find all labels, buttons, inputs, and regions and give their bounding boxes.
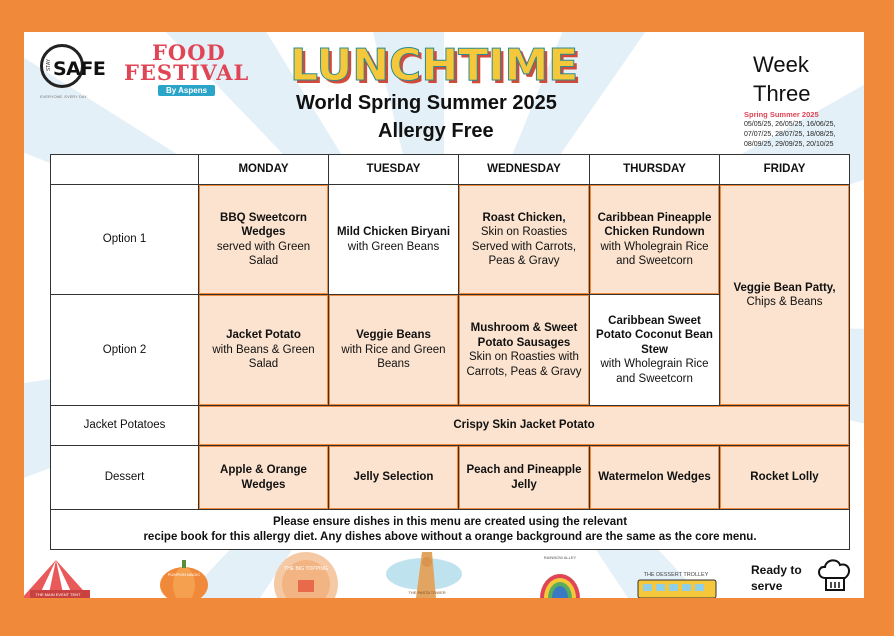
option2-monday: [199, 295, 329, 406]
dessert-text: Jelly Selection: [353, 471, 434, 484]
dessert-text: Peach and Pineapple Jelly: [466, 464, 582, 491]
vendor-illustrations: [24, 552, 864, 598]
dish-side: with Rice and Green Beans: [341, 343, 446, 371]
diet-title: Allergy Free: [378, 120, 494, 142]
lunchtime-title: LUNCHTIME: [290, 40, 579, 91]
ready-line2: serve: [751, 579, 783, 593]
dish-side: Chips & Beans: [746, 296, 823, 308]
dish-side: with Wholegrain Rice and Sweetcorn: [600, 240, 709, 267]
dish-main: Jacket Potato: [226, 329, 301, 342]
option1-thursday: [590, 185, 720, 295]
dish-side: Skin on Roasties with Carrots, Peas & Gravy: [466, 351, 582, 378]
option2-thursday: [590, 295, 720, 406]
pasta-tower-illustration: [386, 552, 462, 598]
pasta-caption: THE PASTA TOWER: [408, 590, 446, 595]
footer-row: [51, 510, 850, 550]
dish-main: Mild Chicken Biryani: [336, 226, 451, 238]
day-tuesday: TUESDAY: [329, 155, 459, 185]
option1-tuesday: [329, 185, 459, 295]
week-dates: 05/05/25, 26/05/25, 16/06/25, 07/07/25, 28/07/25, 18/08/25, 08/09/25, 29/09/25, 20/10/25: [744, 121, 836, 148]
food-festival-logo: [124, 40, 254, 100]
dish-side: Skin on Roasties Served with Carrots, Peas & Gravy: [471, 226, 577, 267]
dessert-row: [51, 446, 850, 510]
row-label-dessert: Dessert: [51, 446, 199, 510]
week-line2: Three: [753, 81, 811, 106]
menu-sheet: [24, 32, 864, 598]
dish-side: with Beans & Green Salad: [212, 343, 315, 371]
pumpkin-caption: PUMPKIN MAGIC: [167, 572, 201, 577]
menu-subtitle: World Spring Summer 2025: [296, 92, 557, 114]
dish-side: with Green Beans: [347, 240, 440, 253]
big-topping-illustration: [274, 552, 338, 598]
rainbow-caption: RAINBOW ALLEY: [543, 555, 577, 560]
dish-main: Crispy Skin Jacket Potato: [453, 419, 595, 432]
chef-hat-icon: [816, 558, 854, 594]
row-label-jacket: Jacket Potatoes: [51, 406, 199, 446]
dessert-wednesday: [459, 446, 590, 510]
day-wednesday: WEDNESDAY: [459, 155, 590, 185]
dessert-thursday: [590, 446, 720, 510]
food-festival-line2: FESTIVAL: [124, 60, 250, 85]
pumpkin-illustration: [160, 560, 208, 598]
dish-main: Caribbean Sweet Potato Coconut Bean Stew: [596, 314, 713, 356]
week-line1: Week: [753, 52, 809, 77]
dessert-text: Rocket Lolly: [750, 471, 819, 484]
row-label-option1: Option 1: [51, 185, 199, 295]
trolley-caption: THE DESSERT TROLLEY: [643, 572, 709, 578]
jacket-all-week: [199, 406, 850, 446]
week-label: [753, 50, 810, 108]
dessert-trolley-illustration: [638, 572, 716, 598]
dish-main: Veggie Bean Patty,: [733, 281, 836, 294]
tent-caption: THE MAIN EVENT TENT: [35, 592, 81, 597]
dish-main: Veggie Beans: [356, 329, 431, 342]
ready-line1: Ready to: [751, 563, 802, 577]
footer-line2: recipe book for this allergy diet. Any dishes above without a orange background are the same as the core menu.: [143, 530, 757, 543]
jacket-row: [51, 406, 850, 446]
dish-main: Caribbean Pineapple Chicken Rundown: [597, 211, 712, 238]
header-row: [51, 155, 850, 185]
topping-caption: THE BIG TOPPING: [284, 566, 328, 572]
day-monday: MONDAY: [199, 155, 329, 185]
safe-logo-stay: STAY: [46, 58, 53, 72]
stay-safe-logo: [40, 44, 106, 104]
friday-main-meal: [720, 185, 850, 406]
option2-wednesday: [459, 295, 590, 406]
row-label-option2: Option 2: [51, 295, 199, 406]
menu-table: [50, 154, 850, 550]
dessert-text: Watermelon Wedges: [598, 471, 711, 484]
footer-line1: Please ensure dishes in this menu are created using the relevant: [272, 516, 628, 528]
dessert-tuesday: [329, 446, 459, 510]
option2-tuesday: [329, 295, 459, 406]
food-festival-line1: FOOD: [152, 40, 226, 65]
ready-to-serve-text: [751, 562, 802, 594]
dessert-monday: [199, 446, 329, 510]
rainbow-alley-illustration: [540, 555, 580, 598]
dish-main: Mushroom & Sweet Potato Sausages: [470, 322, 578, 349]
footer-note: [51, 510, 850, 550]
option1-monday: [199, 185, 329, 295]
option1-row: [51, 185, 850, 295]
day-friday: FRIDAY: [720, 155, 850, 185]
main-event-tent-illustration: [24, 560, 90, 598]
corner-cell: [51, 155, 199, 185]
safe-logo-tagline: EVERYONE. EVERY DAY.: [40, 94, 88, 99]
dish-side: with Wholegrain Rice and Sweetcorn: [600, 358, 709, 385]
season-label: Spring Summer 2025: [744, 110, 819, 119]
dessert-text: Apple & Orange Wedges: [220, 464, 307, 491]
option1-wednesday: [459, 185, 590, 295]
dish-main: Roast Chicken,: [482, 211, 566, 224]
dish-side: served with Green Salad: [216, 240, 311, 267]
dessert-friday: [720, 446, 850, 510]
by-aspens-badge: By Aspens: [158, 85, 215, 96]
safe-logo-text: SAFE: [53, 58, 106, 80]
dish-main: BBQ Sweetcorn Wedges: [220, 211, 307, 238]
day-thursday: THURSDAY: [590, 155, 720, 185]
